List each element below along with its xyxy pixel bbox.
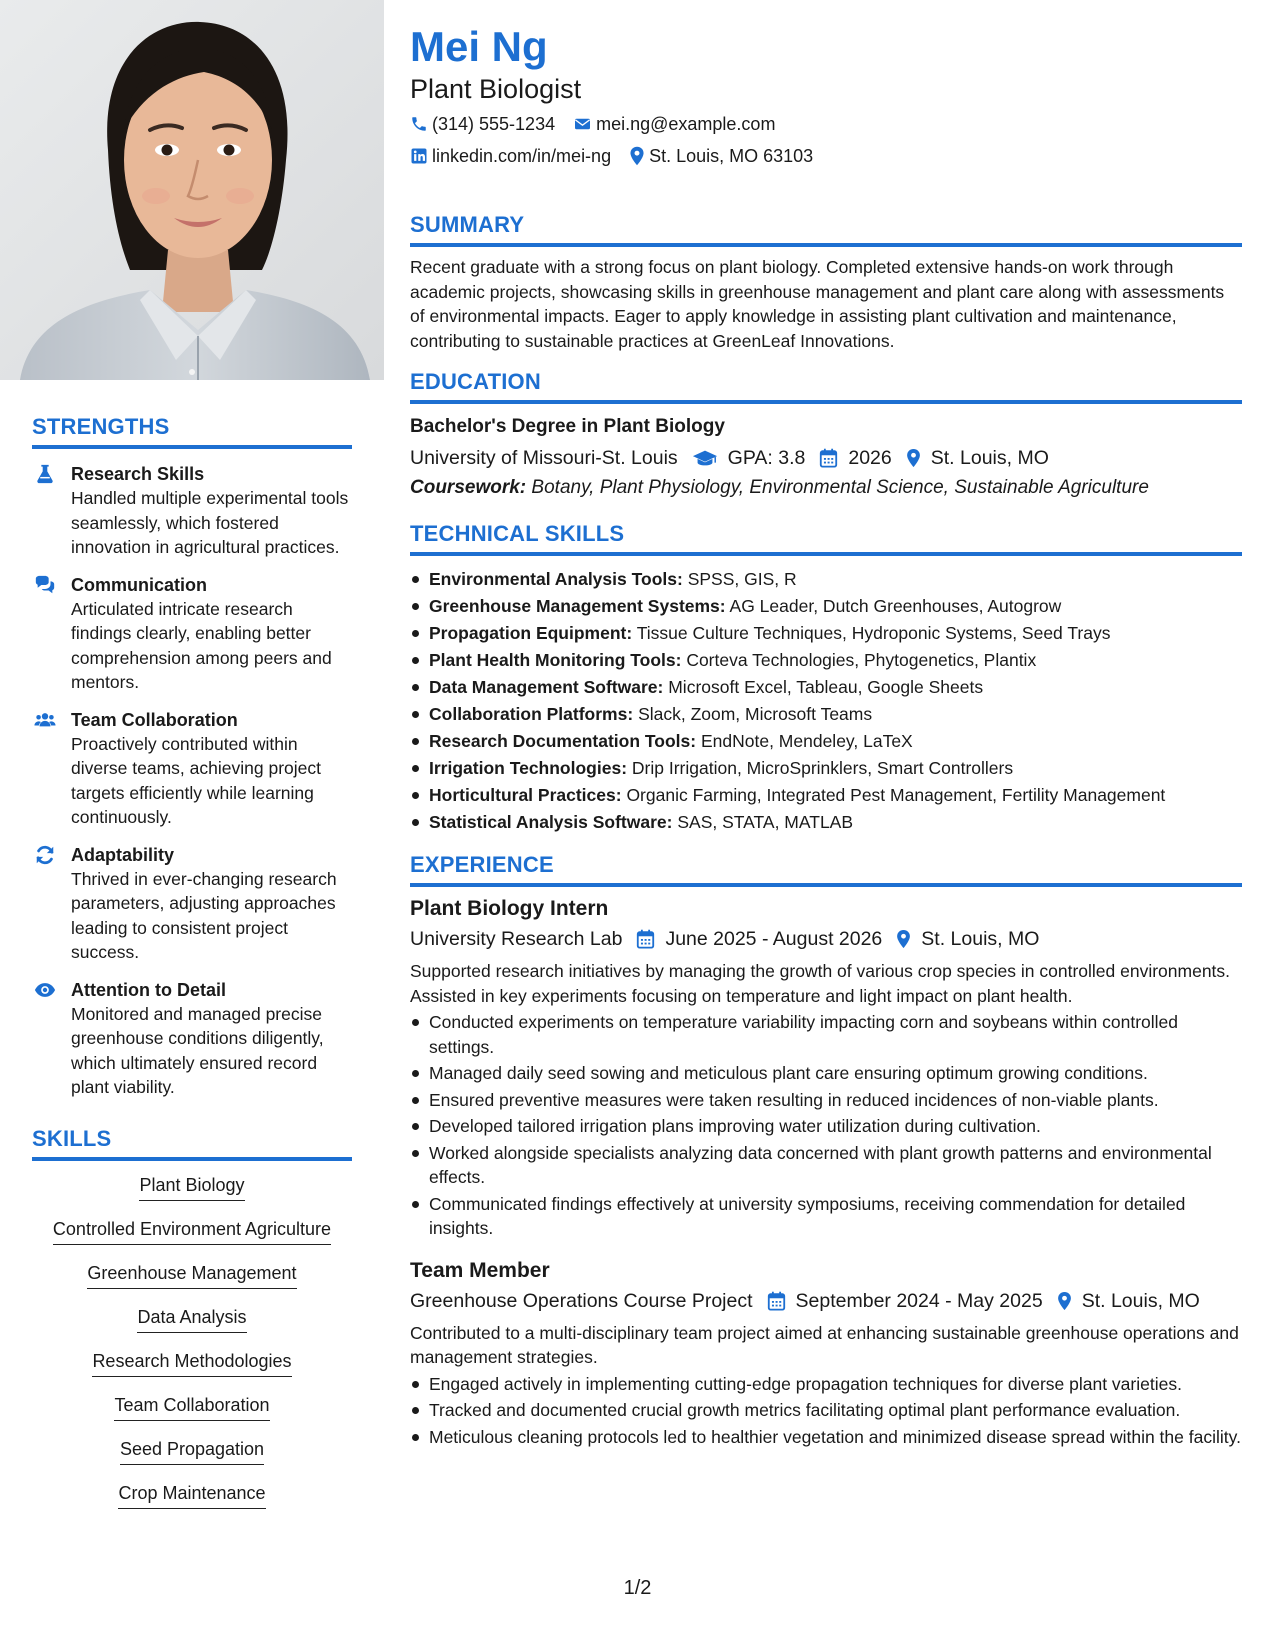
experience-rule — [410, 883, 1242, 887]
skill-tag: Seed Propagation — [120, 1437, 264, 1465]
map-pin-icon — [1057, 1291, 1072, 1311]
job-dates — [767, 1287, 1043, 1315]
skills-list — [32, 1173, 352, 1509]
contact-row — [410, 144, 1242, 168]
tech-value: Tissue Culture Techniques, Hydroponic Systems, Seed Trays — [636, 623, 1111, 643]
list-item — [410, 755, 1242, 782]
skill-tag: Greenhouse Management — [87, 1261, 296, 1289]
list-item — [410, 701, 1242, 728]
linkedin-text: linkedin.com/in/mei-ng — [432, 146, 612, 166]
list-item: Tracked and documented crucial growth metrics facilitating optimal plant performance evaluation. — [410, 1398, 1242, 1423]
map-pin-icon — [629, 146, 645, 166]
strength-title: Attention to Detail — [71, 979, 226, 1000]
education-location-text: St. Louis, MO — [930, 447, 1049, 469]
education-meta — [410, 444, 1242, 472]
experience-section — [410, 852, 1242, 1449]
skills-rule — [32, 1157, 352, 1161]
strength-item — [32, 462, 352, 560]
strength-desc: Handled multiple experimental tools seamlessly, which fostered innovation in agricultural practices. — [71, 488, 349, 557]
tech-label: Greenhouse Management Systems: — [429, 596, 726, 616]
graduation-year — [819, 444, 891, 472]
graduation-cap-icon — [692, 448, 718, 468]
list-item: Meticulous cleaning protocols led to healthier vegetation and minimized disease spread within the facility. — [410, 1425, 1242, 1450]
tech-value: SAS, STATA, MATLAB — [677, 812, 854, 832]
gpa-text: GPA: 3.8 — [727, 447, 806, 469]
coursework-label: Coursework: — [410, 477, 527, 498]
list-item — [410, 566, 1242, 593]
list-item: Engaged actively in implementing cutting-edge propagation techniques for diverse plant varieties. — [410, 1372, 1242, 1397]
linkedin-contact[interactable] — [410, 144, 611, 168]
refresh-icon — [34, 844, 56, 866]
email-text: mei.ng@example.com — [596, 114, 776, 134]
candidate-role: Plant Biologist — [410, 74, 582, 104]
tech-label: Environmental Analysis Tools: — [429, 569, 683, 589]
tech-value: SPSS, GIS, R — [687, 569, 797, 589]
email-contact[interactable] — [573, 112, 775, 136]
candidate-name: Mei Ng — [410, 23, 548, 70]
strength-desc: Monitored and managed precise greenhouse conditions diligently, which ultimately ensured record plant viability. — [71, 1003, 324, 1097]
summary-rule — [410, 243, 1242, 247]
linkedin-icon — [410, 147, 428, 165]
flask-icon — [34, 463, 56, 485]
job-location-text: St. Louis, MO — [1081, 1289, 1200, 1312]
calendar-icon — [636, 929, 655, 949]
list-item: Communicated findings effectively at university symposiums, receiving commendation for detailed insights. — [410, 1192, 1242, 1241]
tech-label: Propagation Equipment: — [429, 623, 633, 643]
list-item — [410, 674, 1242, 701]
skill-tag: Team Collaboration — [114, 1393, 269, 1421]
eye-icon — [34, 979, 56, 1001]
degree: Bachelor's Degree in Plant Biology — [410, 416, 725, 437]
experience-heading: EXPERIENCE — [410, 852, 554, 877]
comments-icon — [34, 574, 56, 596]
job-bullets — [410, 1372, 1242, 1450]
gpa — [692, 444, 806, 472]
education-section — [410, 369, 1242, 501]
tech-label: Horticultural Practices: — [429, 785, 622, 805]
coursework-list: Botany, Plant Physiology, Environmental Science, Sustainable Agriculture — [531, 477, 1149, 498]
job-meta — [410, 1287, 1242, 1315]
calendar-icon — [767, 1291, 786, 1311]
strength-item — [32, 708, 352, 830]
strength-item — [32, 843, 352, 965]
strength-desc: Articulated intricate research findings clearly, enabling better comprehension among peers and mentors. — [71, 598, 332, 692]
page-number: 1/2 — [623, 1577, 652, 1599]
list-item — [410, 782, 1242, 809]
coursework — [410, 475, 1242, 501]
education-location — [906, 444, 1049, 472]
education-heading: EDUCATION — [410, 369, 541, 394]
year-text: 2026 — [848, 447, 892, 469]
strength-item — [32, 573, 352, 695]
tech-value: Organic Farming, Integrated Pest Management, Fertility Management — [626, 785, 1166, 805]
tech-label: Research Documentation Tools: — [429, 731, 697, 751]
strength-item — [32, 978, 352, 1100]
job-org: Greenhouse Operations Course Project — [410, 1289, 753, 1312]
skill-tag: Plant Biology — [139, 1173, 244, 1201]
phone-icon — [410, 115, 428, 133]
job-title: Plant Biology Intern — [410, 897, 609, 920]
job-bullets — [410, 1010, 1242, 1241]
job-dates-text: June 2025 - August 2026 — [665, 928, 883, 950]
left-column — [0, 0, 384, 1650]
location-text: St. Louis, MO 63103 — [649, 146, 814, 166]
tech-label: Data Management Software: — [429, 677, 664, 697]
job-location-text: St. Louis, MO — [921, 928, 1040, 950]
strengths-rule — [32, 445, 352, 449]
tech-label: Statistical Analysis Software: — [429, 812, 673, 832]
education-rule — [410, 400, 1242, 404]
envelope-icon — [573, 115, 592, 133]
tech-value: Microsoft Excel, Tableau, Google Sheets — [668, 677, 984, 697]
list-item — [410, 647, 1242, 674]
strength-title: Adaptability — [71, 844, 175, 865]
job-dates-text: September 2024 - May 2025 — [795, 1289, 1043, 1312]
list-item: Ensured preventive measures were taken resulting in reduced incidences of non-viable plants. — [410, 1088, 1242, 1113]
phone-contact[interactable] — [410, 112, 555, 136]
tech-label: Collaboration Platforms: — [429, 704, 634, 724]
list-item: Worked alongside specialists analyzing data concerned with plant growth patterns and environmental effects. — [410, 1141, 1242, 1190]
tech-value: Drip Irrigation, MicroSprinklers, Smart Controllers — [631, 758, 1014, 778]
list-item: Managed daily seed sowing and meticulous plant care ensuring optimum growing conditions. — [410, 1061, 1242, 1086]
strength-title: Team Collaboration — [71, 709, 238, 730]
list-item — [410, 593, 1242, 620]
technical-skills-section — [410, 521, 1242, 836]
main-column — [410, 22, 1242, 1449]
job-location — [896, 925, 1039, 953]
job-org: University Research Lab — [410, 928, 623, 950]
job-description: Contributed to a multi-disciplinary team project aimed at enhancing sustainable greenhouse operations and management strategies. — [410, 1322, 1239, 1367]
job-meta — [410, 925, 1242, 953]
skill-tag: Data Analysis — [137, 1305, 246, 1333]
job-location — [1057, 1287, 1200, 1315]
list-item — [410, 620, 1242, 647]
list-item: Conducted experiments on temperature variability impacting corn and soybeans within controlled settings. — [410, 1010, 1242, 1059]
contact-row — [410, 112, 1242, 136]
phone-text: (314) 555-1234 — [432, 114, 556, 134]
location-contact — [629, 144, 813, 168]
profile-photo — [0, 0, 384, 380]
tech-label: Irrigation Technologies: — [429, 758, 628, 778]
map-pin-icon — [896, 929, 911, 949]
list-item: Developed tailored irrigation plans improving water utilization during cultivation. — [410, 1114, 1242, 1139]
tech-label: Plant Health Monitoring Tools: — [429, 650, 682, 670]
technical-skills-heading: TECHNICAL SKILLS — [410, 521, 625, 546]
list-item — [410, 809, 1242, 836]
summary-text: Recent graduate with a strong focus on plant biology. Completed extensive hands-on work through academic projects, showcasing skills in greenhouse management and plant care along with assessments of environmental impacts. Eager to apply knowledge in assisting plant cultivation and maintenance, contributing to sustainable practices at GreenLeaf Innovations. — [410, 257, 1225, 351]
tech-value: AG Leader, Dutch Greenhouses, Autogrow — [729, 596, 1062, 616]
skill-tag: Controlled Environment Agriculture — [53, 1217, 331, 1245]
technical-skills-rule — [410, 552, 1242, 556]
skills-heading: SKILLS — [32, 1125, 112, 1151]
list-item — [410, 728, 1242, 755]
skill-tag: Research Methodologies — [92, 1349, 291, 1377]
strength-title: Research Skills — [71, 464, 205, 484]
summary-heading: SUMMARY — [410, 212, 525, 237]
strengths-heading: STRENGTHS — [32, 414, 170, 439]
users-icon — [34, 709, 56, 731]
map-pin-icon — [906, 448, 921, 468]
tech-value: Corteva Technologies, Phytogenetics, Plantix — [686, 650, 1037, 670]
skill-tag: Crop Maintenance — [118, 1481, 265, 1509]
strength-desc: Proactively contributed within diverse teams, achieving project targets efficiently while learning continuously. — [71, 733, 321, 827]
calendar-icon — [819, 448, 838, 468]
portrait-illustration — [0, 0, 384, 380]
school-name: University of Missouri-St. Louis — [410, 447, 678, 469]
sidebar — [32, 414, 352, 1525]
strength-desc: Thrived in ever-changing research parameters, adjusting approaches leading to consistent project success. — [71, 868, 337, 962]
tech-value: EndNote, Mendeley, LaTeX — [700, 731, 913, 751]
summary-section — [410, 212, 1242, 353]
job-description: Supported research initiatives by managing the growth of various crop species in controlled environments. Assisted in key experiments focusing on temperature and light impact on plant health. — [410, 961, 1231, 1006]
job-title: Team Member — [410, 1258, 550, 1282]
strength-title: Communication — [71, 574, 208, 595]
tech-value: Slack, Zoom, Microsoft Teams — [638, 704, 873, 724]
job-dates — [636, 925, 882, 953]
technical-skills-list — [410, 566, 1242, 836]
